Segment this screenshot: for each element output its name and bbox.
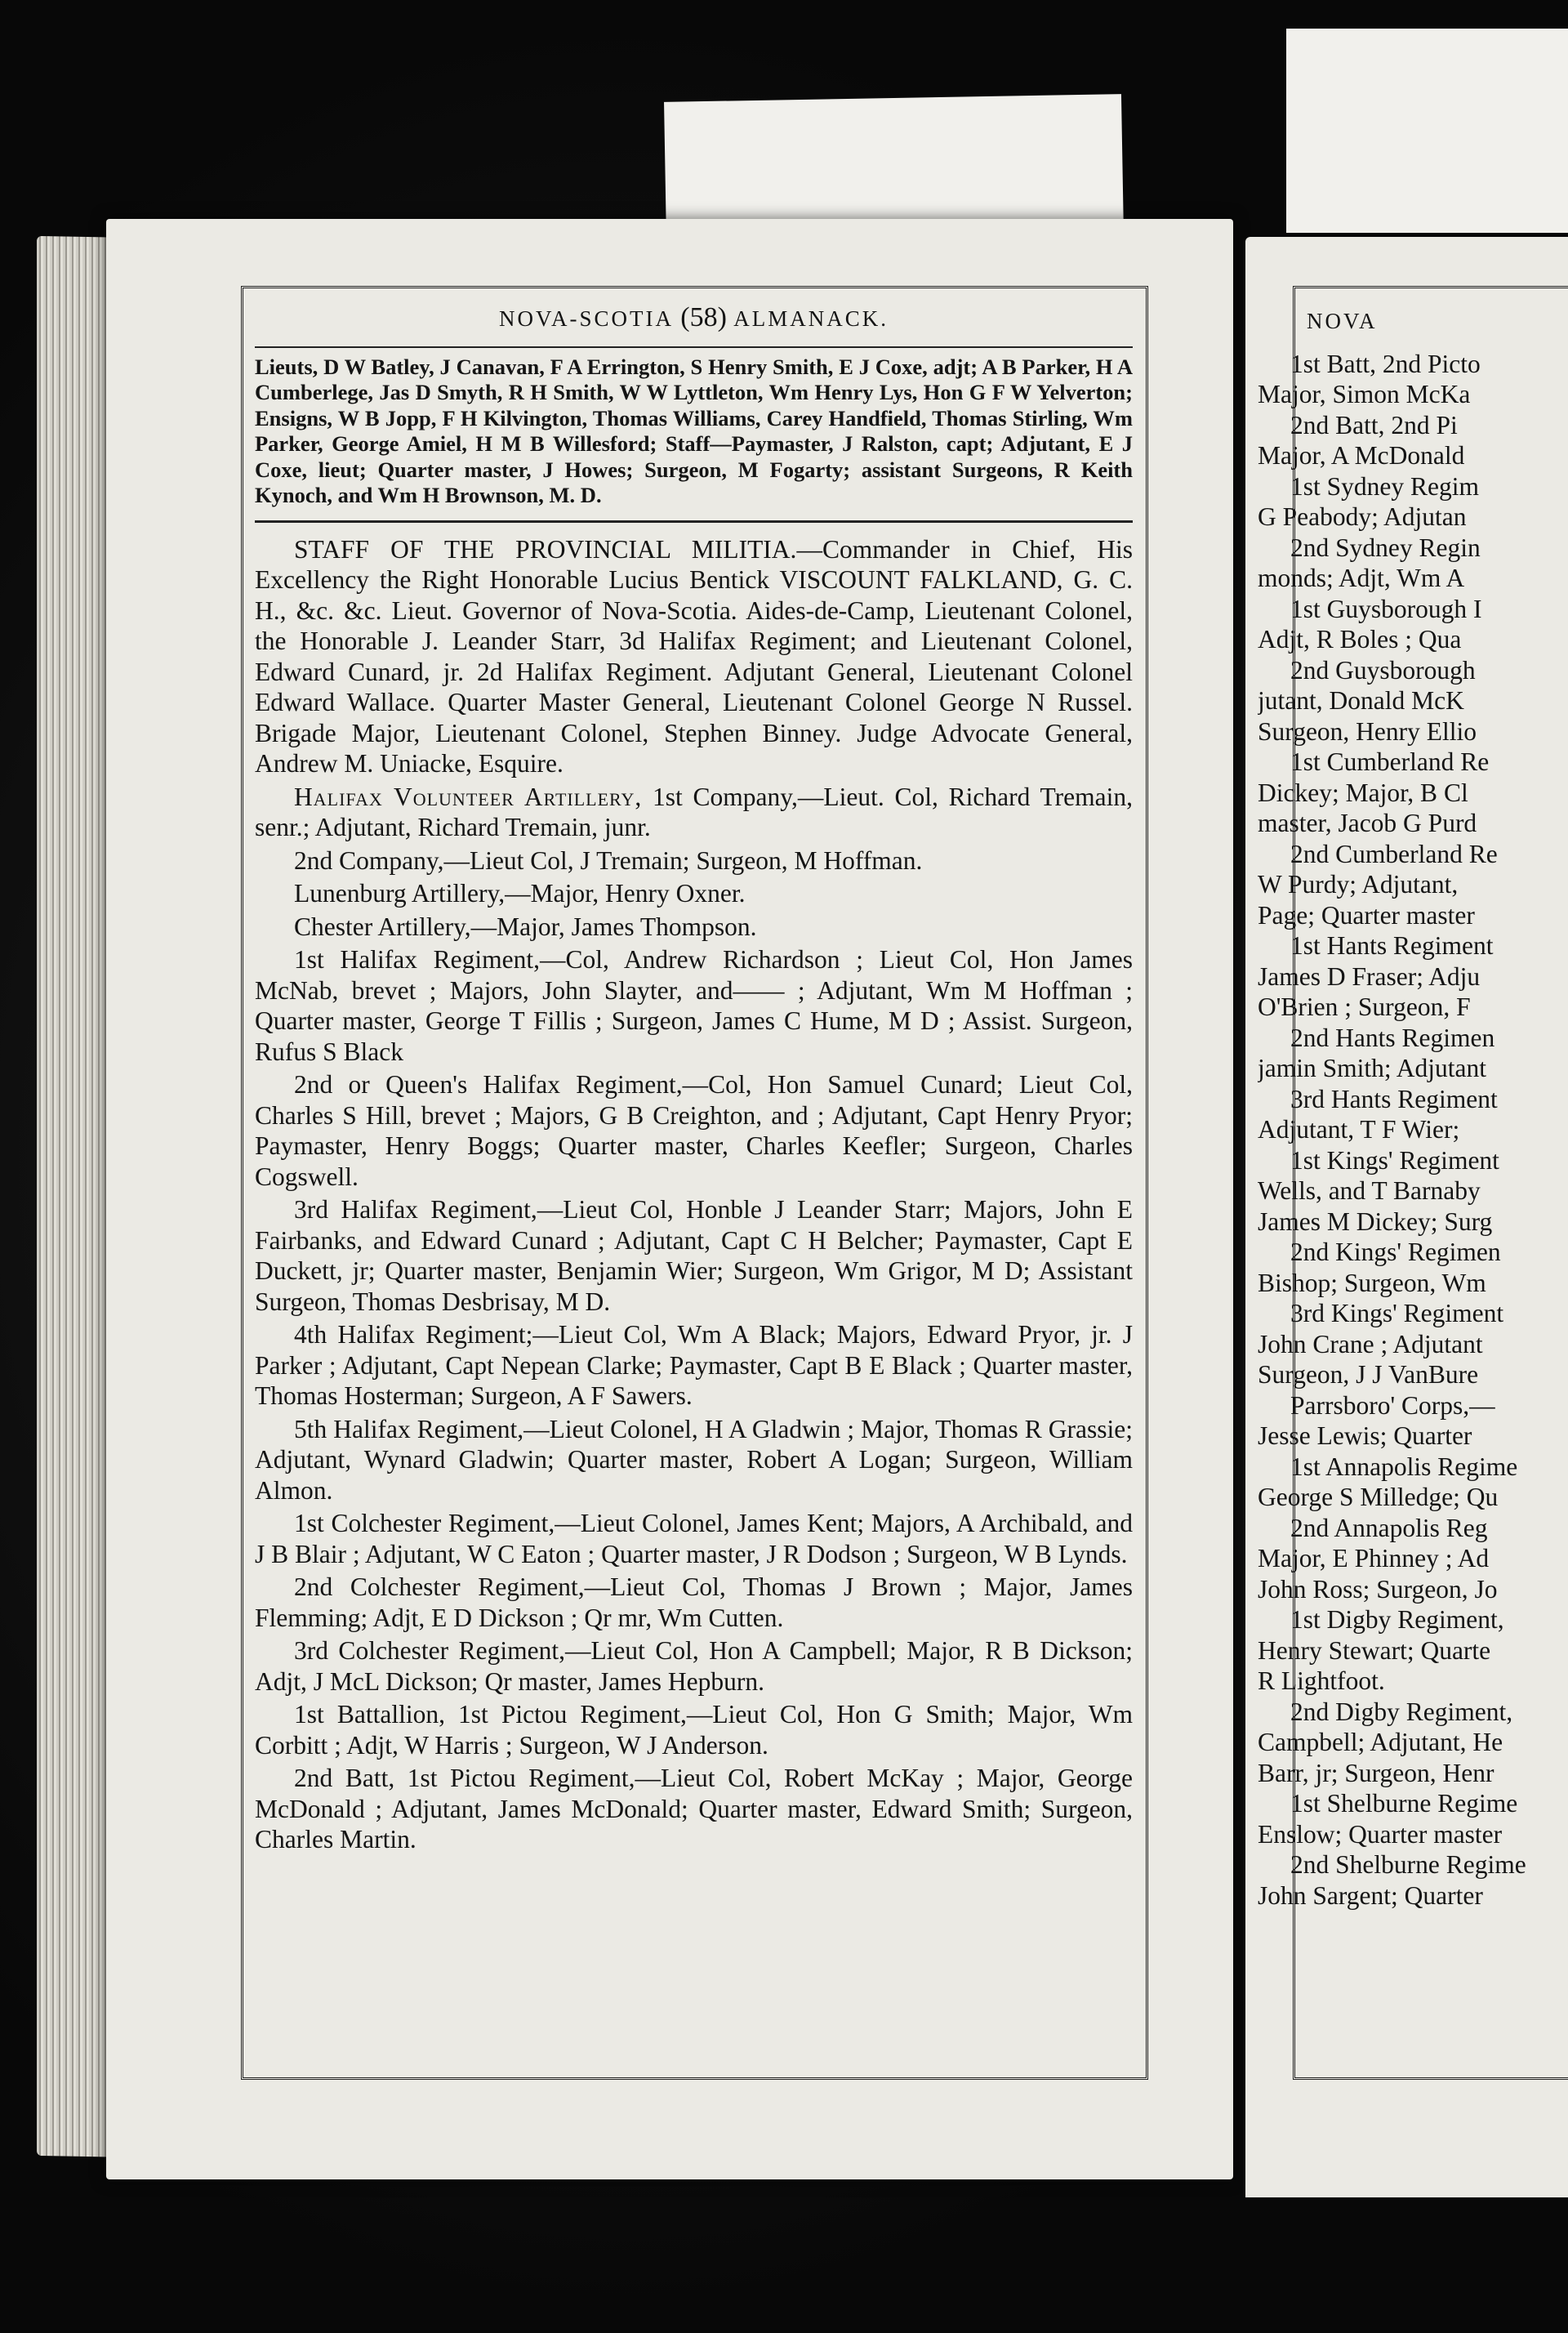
text-line: master, Jacob G Purd <box>1258 809 1477 837</box>
right-page-text <box>1258 306 1568 1911</box>
regiment-paragraph: 2nd Company,—Lieut Col, J Tremain; Surgeon, M Hoffman. <box>294 845 923 875</box>
text-line: John Ross; Surgeon, Jo <box>1258 1574 1498 1604</box>
officers-list: Lieuts, D W Batley, J Canavan, F A Errington, S Henry Smith, E J Coxe, adjt; A B Parker, H A Cumberlege, Jas D Smyth, R H Smith, W W Lyttleton, Wm Henry Lys, Hon G F W Yelverton; Ensigns, W B Jopp, F H Kilvington, Thomas Williams, Carey Handfield, Thomas Stirling, Wm Parker, George Amiel, H M B Willesford; Staff—Paymaster, J Ralston, capt; Adjutant, E J Coxe, lieut; Quarter master, J Howes; Surgeon, M Fogarty; assistant Surgeons, R Keith Kynoch, and Wm H Brownson, M. D. <box>255 354 1133 507</box>
text-line: George S Milledge; Qu <box>1258 1483 1499 1511</box>
text-line: 2nd Guysborough <box>1290 655 1476 685</box>
text-line: 1st Guysborough I <box>1290 594 1482 623</box>
text-line: James M Dickey; Surg <box>1258 1207 1493 1236</box>
text-line: 2nd Hants Regimen <box>1290 1023 1495 1052</box>
staff-text: —Commander in Chief, His Excellency the Right Honorable Lucius Bentick VISCOUNT FALKLAND, G. C. H., &c. &c. Lieut. Governor of Nova-Scotia. Aides-de-Camp, Lieutenant Colonel, the Honorable J. Leander Starr, 3d Halifax Regiment; and Lieutenant Colonel, Edward Cunard, jr. 2d Halifax Regiment. Adjutant General, Lieutenant Colonel Edward Wallace. Quarter Master General, Lieutenant Colonel George N Russel. Brigade Major, Lieutenant Colonel, Stephen Binney. Judge Advocate General, Andrew M. Uniacke, Esquire. <box>255 534 1133 778</box>
regiment-paragraph: 2nd Batt, 1st Pictou Regiment,—Lieut Col, Robert McKay ; Major, George McDonald ; Adjutant, James McDonald; Quarter master, Edward Smith; Surgeon, Charles Martin. <box>255 1764 1133 1853</box>
text-line: Campbell; Adjutant, He <box>1258 1728 1503 1756</box>
text-line: James D Fraser; Adju <box>1258 961 1481 991</box>
running-head-left: NOVA-SCOTIA <box>499 306 673 331</box>
regiment-paragraph: 5th Halifax Regiment,—Lieut Colonel, H A Gladwin ; Major, Thomas R Grassie; Adjutant, Wynard Gladwin; Quarter master, Robert A Logan; Surgeon, William Almon. <box>255 1414 1133 1505</box>
text-line: 1st Sydney Regim <box>1290 471 1480 501</box>
text-line: Major, A McDonald <box>1258 441 1465 470</box>
text-line: Surgeon, Henry Ellio <box>1258 716 1477 746</box>
text-line: Jesse Lewis; Quarter <box>1258 1421 1472 1450</box>
text-line: 3rd Hants Regiment <box>1290 1084 1498 1113</box>
right-line-list <box>1258 349 1568 1911</box>
text-line: Major, Simon McKa <box>1258 380 1471 408</box>
text-line: 1st Shelburne Regime <box>1290 1789 1518 1818</box>
artillery-heading: Halifax Volunteer Artillery, <box>294 782 643 811</box>
text-line: Henry Stewart; Quarte <box>1258 1635 1491 1665</box>
text-line: 1st Cumberland Re <box>1290 747 1490 776</box>
running-head <box>255 302 1133 335</box>
page-number: (58) <box>680 302 727 332</box>
text-line: Enslow; Quarter master <box>1258 1819 1503 1849</box>
regiment-paragraph: 3rd Halifax Regiment,—Lieut Col, Honble J Leander Starr; Majors, John E Fairbanks, and Edward Cunard ; Adjutant, Capt C H Belcher; Paymaster, Capt E Duckett, jr; Quarter master, Benjamin Wier; Surgeon, Wm Grigor, M D; Assistant Surgeon, Thomas Desbrisay, M D. <box>255 1195 1133 1316</box>
regiment-paragraph: Chester Artillery,—Major, James Thompson. <box>294 912 757 941</box>
text-line: Surgeon, J J VanBure <box>1258 1360 1479 1389</box>
text-line: Parrsboro' Corps,— <box>1290 1390 1495 1420</box>
section-rule <box>255 520 1133 523</box>
text-line: monds; Adjt, Wm A <box>1258 564 1465 592</box>
text-line: jutant, Donald McK <box>1258 686 1464 715</box>
running-head: NOVA <box>1307 309 1378 333</box>
text-line: 2nd Kings' Regimen <box>1290 1238 1501 1266</box>
staff-heading: STAFF OF THE PROVINCIAL MILITIA. <box>294 534 797 564</box>
text-line: John Crane ; Adjutant <box>1258 1329 1483 1358</box>
text-line: R Lightfoot. <box>1258 1666 1385 1695</box>
staff-paragraph <box>255 534 1133 779</box>
header-rule <box>255 346 1133 348</box>
regiment-list <box>255 845 1133 1855</box>
text-line: Major, E Phinney ; Ad <box>1258 1544 1490 1572</box>
text-line: 3rd Kings' Regiment <box>1290 1299 1504 1327</box>
text-line: Adjutant, T F Wier; <box>1258 1115 1460 1144</box>
text-line: 1st Digby Regiment, <box>1290 1605 1504 1634</box>
regiment-paragraph: Lunenburg Artillery,—Major, Henry Oxner. <box>294 879 746 908</box>
regiment-paragraph: 2nd or Queen's Halifax Regiment,—Col, Hon Samuel Cunard; Lieut Col, Charles S Hill, brevet ; Majors, G B Creighton, and ; Adjutant, Capt Henry Pryor; Paymaster, Henry Boggs; Quarter master, Charles Keefler; Surgeon, Charles Cogswell. <box>255 1070 1133 1191</box>
text-line: 2nd Sydney Regin <box>1290 533 1481 562</box>
text-line: 1st Annapolis Regime <box>1290 1452 1518 1481</box>
text-line: 2nd Batt, 2nd Pi <box>1290 410 1458 439</box>
text-line: Wells, and T Barnaby <box>1258 1176 1481 1205</box>
regiment-paragraph: 4th Halifax Regiment;—Lieut Col, Wm A Black; Majors, Edward Pryor, jr. J Parker ; Adjutant, Capt Nepean Clarke; Paymaster, Capt B E Black ; Quarter master, Thomas Hosterman; Surgeon, A F Sawers. <box>255 1320 1133 1410</box>
text-line: W Purdy; Adjutant, <box>1258 870 1459 899</box>
text-line: Adjt, R Boles ; Qua <box>1258 625 1462 654</box>
text-line: 2nd Shelburne Regime <box>1290 1850 1526 1879</box>
text-line: Dickey; Major, B Cl <box>1258 778 1468 807</box>
artillery-paragraph <box>255 782 1133 843</box>
running-head-right: ALMANACK. <box>733 306 889 331</box>
text-line: Barr, jr; Surgeon, Henr <box>1258 1758 1494 1787</box>
text-line: 2nd Digby Regiment, <box>1290 1697 1513 1726</box>
text-line: John Sargent; Quarter <box>1258 1880 1483 1910</box>
regiment-paragraph: 1st Colchester Regiment,—Lieut Colonel, James Kent; Majors, A Archibald, and J B Blair ; Adjutant, W C Eaton ; Quarter master, J R Dodson ; Surgeon, W B Lynds. <box>255 1509 1133 1568</box>
text-line: 2nd Cumberland Re <box>1290 839 1498 868</box>
text-line: G Peabody; Adjutan <box>1258 502 1467 531</box>
regiment-paragraph: 3rd Colchester Regiment,—Lieut Col, Hon A Campbell; Major, R B Dickson; Adjt, J McL Dickson; Qr master, James Hepburn. <box>255 1636 1133 1696</box>
regiment-paragraph: 1st Battallion, 1st Pictou Regiment,—Lieut Col, Hon G Smith; Major, Wm Corbitt ; Adjt, W Harris ; Surgeon, W J Anderson. <box>255 1700 1133 1760</box>
text-line: Page; Quarter master <box>1258 900 1475 930</box>
artillery-text: 1st Company,—Lieut. Col, Richard Tremain, senr.; Adjutant, Richard Tremain, junr. <box>255 782 1133 841</box>
text-line: 2nd Annapolis Reg <box>1290 1513 1488 1542</box>
text-line: O'Brien ; Surgeon, F <box>1258 993 1471 1021</box>
paper-slip <box>1286 29 1568 233</box>
text-line: Bishop; Surgeon, Wm <box>1258 1268 1486 1297</box>
text-line: 1st Batt, 2nd Picto <box>1290 349 1481 378</box>
regiment-paragraph: 1st Halifax Regiment,—Col, Andrew Richardson ; Lieut Col, Hon James McNab, brevet ; Majors, John Slayter, and—— ; Adjutant, Wm M Hoffman ; Quarter master, George T Fillis ; Surgeon, James C Hume, M D ; Assist. Surgeon, Rufus S Black <box>255 945 1133 1066</box>
regiment-paragraph: 2nd Colchester Regiment,—Lieut Col, Thomas J Brown ; Major, James Flemming; Adjt, E D Dickson ; Qr mr, Wm Cutten. <box>255 1572 1133 1632</box>
left-page-text <box>255 302 1133 1858</box>
text-line: jamin Smith; Adjutant <box>1258 1054 1487 1082</box>
text-line: 1st Kings' Regiment <box>1290 1145 1499 1175</box>
text-line: 1st Hants Regiment <box>1290 931 1494 960</box>
